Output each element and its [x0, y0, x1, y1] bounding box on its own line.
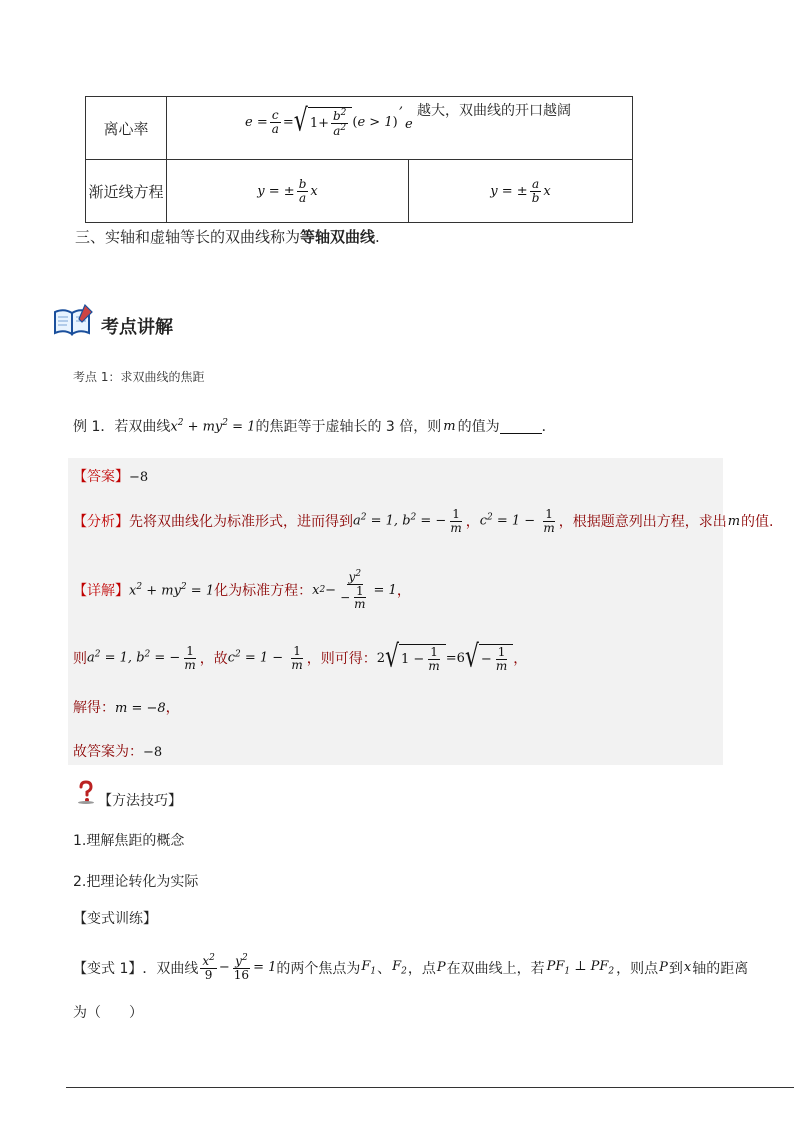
- solve-line: 解得：m = −8，: [73, 700, 180, 716]
- question-mark-icon: [76, 780, 96, 808]
- final-answer-line: 故答案为：−8: [73, 744, 163, 760]
- eccentricity-formula: e = $\frac{c}{a}$ = √ 1+ $\frac{b^2}{a^2}$ ( e > 1 ): [245, 103, 398, 139]
- point-title: 考点 1：求双曲线的焦距: [73, 370, 205, 384]
- method-item-2: 2.把理论转化为实际: [73, 874, 199, 890]
- asymptote-cell-2: y = ± $\frac{a}{b}$ x: [409, 160, 633, 223]
- row-label-asymptote: 渐近线方程: [86, 160, 167, 223]
- variant-heading: 【变式训练】: [73, 911, 157, 927]
- property-table: [85, 96, 633, 223]
- asymptote-cell-1: y = ± $\frac{b}{a}$ x: [167, 160, 409, 223]
- section-heading: 考点讲解: [101, 317, 173, 338]
- answer-line: 【答案】−8: [73, 469, 149, 485]
- table-row: [86, 97, 633, 160]
- section-3-text: 三、实轴和虚轴等长的双曲线称为等轴双曲线.: [75, 228, 380, 246]
- footer-divider: [66, 1087, 794, 1088]
- variant-1-line2: 为（ ）: [73, 1005, 143, 1021]
- example-1: 例 1．若双曲线 $x^2 + my^2 = 1$ 的焦距等于虚轴长的 3 倍，则 m 的值为 ．: [73, 417, 556, 435]
- method-heading: 【方法技巧】: [98, 793, 182, 809]
- then-line: 则 $a^2 = 1$, $b^2$ = − $\frac{1}{m}$ ，故 $c^2 = 1$ − $\frac{1}{m}$ ，则可得： 2 √ 1 − $\frac{1}{m}$ = 6 √ − $\frac{1}{m}$ ，: [73, 639, 528, 675]
- open-book-icon: [52, 304, 94, 342]
- eccentricity-note: 越大，双曲线的开口越阔: [417, 103, 571, 119]
- analysis-line: 【分析】 先将双曲线化为标准形式，进而得到 $a^2 = 1$, $b^2$ = − $\frac{1}{m}$ ， $c^2 = 1$ − $\frac{1}{m}$ ，根据题意列出方程，求出 m 的值.: [73, 507, 774, 535]
- answer-box: [68, 458, 723, 765]
- answer-blank: [500, 419, 542, 434]
- variant-1: 【变式 1】 ．双曲线 $\frac{x^2}{9}$ − $\frac{y^2}{16}$ = 1 的两个焦点为 $F_1$ 、 $F_2$ ，点 P 在双曲线上，若 $PF_1$ ⊥ $PF_2$ ，则点 P 到 x 轴的距离: [73, 953, 749, 982]
- table-row: [86, 160, 633, 223]
- detail-line: 【详解】 $x^2 + my^2 = 1$ 化为标准方程： x 2 − $y^2$ − $\frac{1}{m}$ = 1 ，: [73, 569, 411, 612]
- row-label-eccentricity: 离心率: [86, 97, 167, 160]
- method-item-1: 1.理解焦距的概念: [73, 833, 185, 849]
- eccentricity-cell: e = $\frac{c}{a}$ = √ 1+ $\frac{b^2}{a^2}$ ( e > 1 ) , e 越大，双曲线的开口越阔: [167, 97, 633, 160]
